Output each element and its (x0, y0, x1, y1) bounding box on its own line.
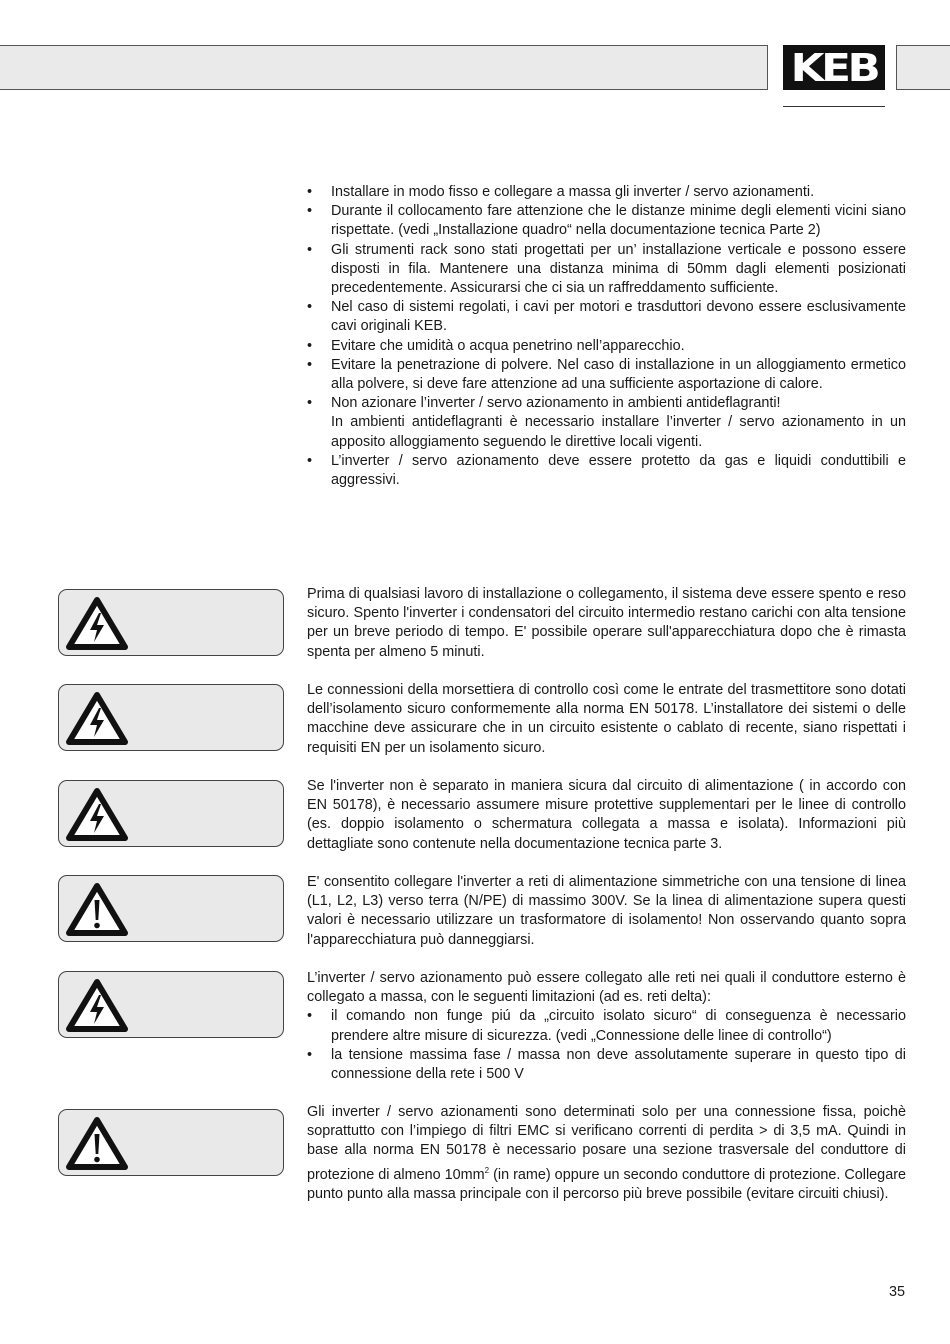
warning-paragraph: E' consentito collegare l'inverter a reti di alimentazione simmetriche con una tensione di linea (L1, L2, L3) verso terra (N/PE) di massimo 300V. Se la linea di alimentazione supera questi valori è necessario utilizzare un trasformatore di isolamento! Non osservando quanto sopra l'apparecchiatura può danneggiarsi. (307, 874, 906, 948)
list-item-text: la tensione massima fase / massa non deve assolutamente superare in questo tipo di connessione della rete i 500 V (331, 1046, 906, 1083)
electric-hazard-icon (65, 596, 129, 652)
electric-hazard-icon (65, 978, 129, 1034)
list-item: • Nel caso di sistemi regolati, i cavi per motori e trasduttori devono essere esclusivamente cavi originali KEB. (307, 299, 906, 335)
superscript: 2 (484, 1165, 490, 1175)
header-bar-right (896, 45, 950, 90)
electric-hazard-icon (65, 787, 129, 843)
warning-paragraph: Le connessioni della morsettiera di controllo così come le entrate del trasmettitore sono dotati dell’isolamento sicuro conformemente alla norma EN 50178. L’installatore dei sistemi o delle macchine deve assicurare che in un circuito esistente o cablato di recente, siano rispettati i requisiti EN per un isolamento sicuro. (307, 682, 906, 756)
general-warning-icon (65, 882, 129, 938)
warning-text-part: (in rame) oppure un secondo conduttore di protezione. Collegare punto punto alla massa principale con il percorso più breve possibile (evitare circuiti chiusi). (307, 1166, 906, 1202)
list-item: • Non azionare l’inverter / servo azionamento in ambienti antideflagranti! In ambienti antideflagranti è necessario installare l’inverter / servo azionamento in un apposito alloggiamento seguendo le direttive locali vigenti. (307, 394, 906, 452)
warning-box (58, 875, 284, 942)
warning-box (58, 684, 284, 751)
list-item: • Durante il collocamento fare attenzione che le distanze minime degli elementi vicini siano rispettate. (vedi „Installazione quadro“ nella documentazione tecnica Parte 2) (307, 203, 906, 239)
list-item: • L’inverter / servo azionamento deve essere protetto da gas e liquidi conduttibili e aggressivi. (307, 452, 906, 489)
warning-paragraph (307, 969, 906, 1084)
list-item-text: Non azionare l’inverter / servo azionamento in ambienti antideflagranti! (331, 395, 781, 412)
header-bar (0, 45, 768, 90)
list-item: • Gli strumenti rack sono stati progettati per un’ installazione verticale e possono essere disposti in fila. Mantenere una distanza minima di 50mm dagli elementi posizionati precedentemente. Assicurarsi che ci sia un raffreddamento sufficiente. (307, 241, 906, 297)
list-item-continuation: In ambienti antideflagranti è necessario installare l’inverter / servo azionamento in un apposito alloggiamento seguendo le direttive locali vigenti. (331, 414, 906, 450)
warning-box (58, 971, 284, 1038)
list-item: • Evitare che umidità o acqua penetrino nell’apparecchio. (307, 337, 685, 354)
warning-box (58, 1109, 284, 1176)
list-item-text: Evitare la penetrazione di polvere. Nel caso di installazione in un alloggiamento ermetico alla polvere, si deve fare attenzione ad una sufficiente asportazione di calore. (331, 356, 906, 393)
list-item-text: Evitare che umidità o acqua penetrino nell’apparecchio. (331, 337, 685, 354)
list-item-text: Nel caso di sistemi regolati, i cavi per motori e trasduttori devono essere esclusivamente cavi originali KEB. (331, 299, 906, 335)
list-item-text: Durante il collocamento fare attenzione che le distanze minime degli elementi vicini siano rispettate. (vedi „Installazione quadro“ nella documentazione tecnica Parte 2) (331, 203, 906, 239)
page-number: 35 (888, 1284, 905, 1300)
list-item: • la tensione massima fase / massa non deve assolutamente superare in questo tipo di connessione della rete i 500 V (307, 1046, 906, 1083)
list-item: • Evitare la penetrazione di polvere. Nel caso di installazione in un alloggiamento ermetico alla polvere, si deve fare attenzione ad una sufficiente asportazione di calore. (307, 356, 906, 393)
list-item-text: il comando non funge piú da „circuito isolato sicuro“ di conseguenza è necessario prendere altre misure di sicurezza. (vedi „Connessione delle linee di controllo“) (331, 1008, 906, 1044)
list-item-text: Installare in modo fisso e collegare a massa gli inverter / servo azionamenti. (331, 184, 815, 200)
list-item-text: L’inverter / servo azionamento deve essere protetto da gas e liquidi conduttibili e aggressivi. (331, 452, 906, 489)
general-warning-icon (65, 1116, 129, 1172)
list-item-text: Gli strumenti rack sono stati progettati per un’ installazione verticale e possono essere disposti in fila. Mantenere una distanza minima di 50mm dagli elementi posizionati precedentemente. Assicurarsi che ci sia un raffreddamento sufficiente. (331, 241, 906, 297)
keb-logo (783, 45, 885, 109)
logo-text: KEB (790, 46, 878, 90)
warning-sub-list (307, 1007, 906, 1084)
warning-text-part: Gli inverter / servo azionamenti sono determinati solo per una connessione fissa, poichè soprattutto con l’impiego di filtri EMC si verificano correnti di perdita > di 3,5 mA. Quindi in base alla norma EN 50178 è necessario posare una sezione trasversale del conduttore di protezione di almeno 10mm (307, 1104, 906, 1183)
list-item: • Installare in modo fisso e collegare a massa gli inverter / servo azionamenti. (307, 184, 815, 200)
warning-paragraph: Se l'inverter non è separato in maniera sicura dal circuito di alimentazione ( in accordo con EN 50178), è necessario assumere misure protettive supplementari per le linee di controllo (es. doppio isolamento o schermatura collegata a massa e isolata). Informazioni più dettagliate sono contenute nella documentazione tecnica parte 3. (307, 778, 906, 852)
warning-box (58, 780, 284, 847)
warning-paragraph: Prima di qualsiasi lavoro di installazione o collegamento, il sistema deve essere spento e reso sicuro. Spento l'inverter i condensatori del circuito intermedio restano carichi con alta tensione per un breve periodo di tempo. E' possibile operare sull'apparecchiatura dopo che è rimasta spenta per almeno 5 minuti. (307, 586, 906, 660)
list-item: • il comando non funge piú da „circuito isolato sicuro“ di conseguenza è necessario prendere altre misure di sicurezza. (vedi „Connessione delle linee di controllo“) (307, 1008, 906, 1044)
warning-paragraph (307, 1103, 906, 1204)
logo-underline (783, 106, 885, 107)
warning-box (58, 589, 284, 656)
logo-box (783, 45, 885, 90)
warning-paragraph-intro: L’inverter / servo azionamento può essere collegato alle reti nei quali il conduttore esterno è collegato a massa, con le seguenti limitazioni (ad es. reti delta): (307, 970, 906, 1006)
electric-hazard-icon (65, 691, 129, 747)
installation-list (307, 183, 906, 490)
